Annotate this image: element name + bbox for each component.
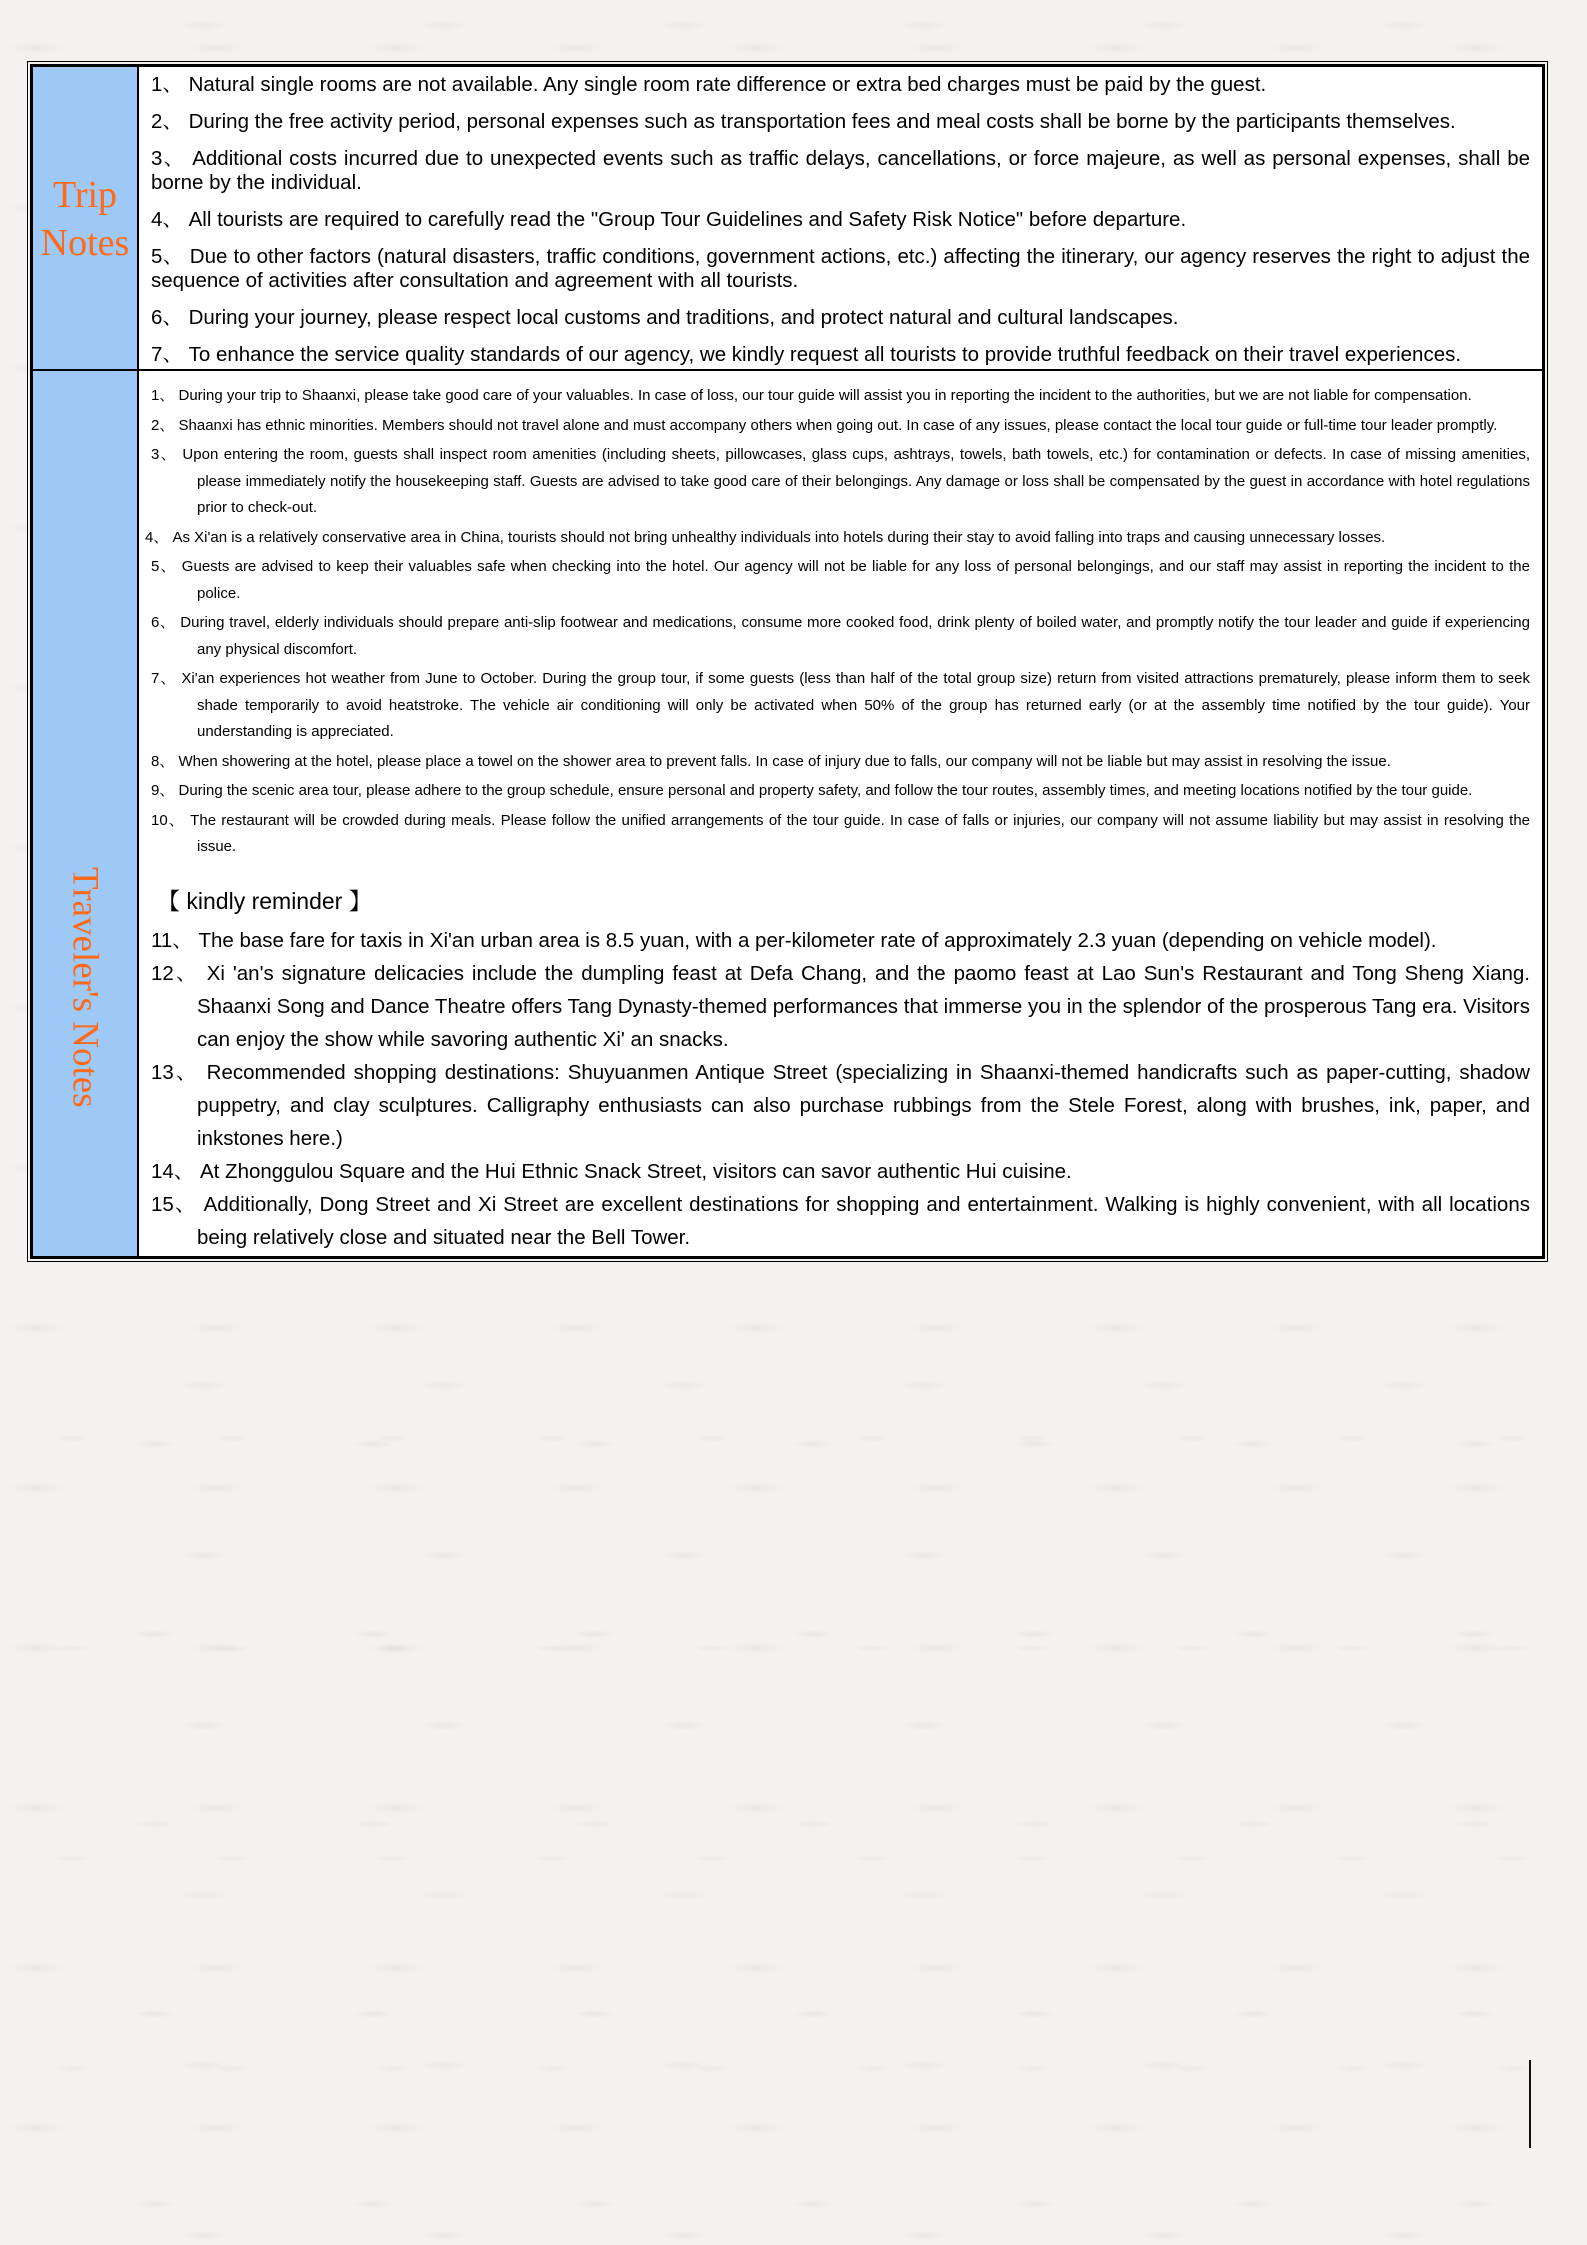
reminder-item: 11、 The base fare for taxis in Xi'an urban area is 8.5 yuan, with a per-kilometer rate of approximately 2.3 yuan (depending on vehicle model). bbox=[151, 928, 1437, 952]
trip-note-item: 7、 To enhance the service quality standards of our agency, we kindly request all tourists to provide truthful feedback on their travel experiences. bbox=[151, 343, 1462, 366]
trip-notes-label-line1: Trip bbox=[52, 174, 118, 216]
trip-notes-label-line2: Notes bbox=[40, 222, 130, 264]
trip-note-item: 5、 Due to other factors (natural disasters, traffic conditions, government actions, etc.) affecting the itinerary, our agency reserves the right to adjust the sequence of activities after consultation and agreement with all tourists. bbox=[151, 245, 1530, 292]
reminder-item: 15、 Additionally, Dong Street and Xi Street are excellent destinations for shopping and entertainment. Walking is highly convenient, with all locations being relatively close and situated near the Bell Tower. bbox=[151, 1192, 1530, 1249]
trip-note-item: 2、 During the free activity period, personal expenses such as transportation fees and meal costs shall be borne by the participants themselves. bbox=[151, 110, 1456, 133]
travelers-notes-list bbox=[145, 377, 1530, 861]
traveler-note-item: 1、 During your trip to Shaanxi, please take good care of your valuables. In case of loss, our tour guide will assist you in reporting the incident to the authorities, but we are not liable for compensation. bbox=[151, 387, 1472, 404]
travelers-notes-label bbox=[33, 371, 139, 1256]
trip-notes-label bbox=[33, 67, 139, 369]
reminder-item: 12、 Xi 'an's signature delicacies include the dumpling feast at Defa Chang, and the paomo feast at Lao Sun's Restaurant and Tong Sheng Xiang. Shaanxi Song and Dance Theatre offers Tang Dynasty-themed performances that immerse you in the splendor of the prosperous Tang era. Visitors can enjoy the show while savoring authentic Xi' an snacks. bbox=[151, 961, 1530, 1051]
trip-note-item: 6、 During your journey, please respect local customs and traditions, and protect natural and cultural landscapes. bbox=[151, 306, 1179, 329]
trip-notes-list bbox=[139, 67, 1542, 369]
trip-notes-section bbox=[33, 67, 1542, 371]
trip-note-item: 1、 Natural single rooms are not available. Any single room rate difference or extra bed charges must be paid by the guest. bbox=[151, 73, 1267, 96]
traveler-note-item: 7、 Xi'an experiences hot weather from June to October. During the group tour, if some guests (less than half of the total group size) return from visited attractions prematurely, please inform them to seek shade temporarily to avoid heatstroke. The vehicle air conditioning will only be activated when 50% of the group has returned early (or at the assembly time notified by the tour guide). Your understanding is appreciated. bbox=[151, 670, 1530, 740]
trip-note-item: 4、 All tourists are required to carefully read the "Group Tour Guidelines and Safety Risk Notice" before departure. bbox=[151, 208, 1187, 231]
notes-table bbox=[30, 64, 1545, 1259]
traveler-note-item: 10、 The restaurant will be crowded during meals. Please follow the unified arrangements of the tour guide. In case of falls or injuries, our company will not assume liability but may assist in resolving the issue. bbox=[151, 811, 1530, 855]
reminder-item: 14、 At Zhonggulou Square and the Hui Ethnic Snack Street, visitors can savor authentic Hui cuisine. bbox=[151, 1159, 1072, 1183]
traveler-note-item: 2、 Shaanxi has ethnic minorities. Members should not travel alone and must accompany others when going out. In case of any issues, please contact the local tour guide or full-time tour leader promptly. bbox=[151, 416, 1498, 434]
traveler-note-item: 3、 Upon entering the room, guests shall inspect room amenities (including sheets, pillowcases, glass cups, ashtrays, towels, bath towels, etc.) for contamination or defects. In case of missing amenities, please immediately notify the housekeeping staff. Guests are advised to take good care of their belongings. Any damage or loss shall be compensated by the guest in accordance with hotel regulations prior to check-out. bbox=[151, 446, 1530, 516]
traveler-note-item: 4、 As Xi'an is a relatively conservative area in China, tourists should not bring unhealthy individuals into hotels during their stay to avoid falling into traps and causing unnecessary losses. bbox=[145, 528, 1386, 546]
reminder-list bbox=[151, 924, 1530, 1254]
travelers-notes-section bbox=[33, 371, 1542, 1256]
travelers-notes-content bbox=[139, 371, 1542, 1256]
page-edge-mark bbox=[1529, 2060, 1531, 2148]
traveler-note-item: 8、 When showering at the hotel, please place a towel on the shower area to prevent falls. In case of injury due to falls, our company will not be liable but may assist in resolving the issue. bbox=[151, 752, 1391, 770]
travelers-notes-label-text: Traveler's Notes bbox=[64, 867, 106, 1108]
traveler-note-item: 5、 Guests are advised to keep their valuables safe when checking into the hotel. Our agency will not be liable for any loss of personal belongings, and our staff may assist in reporting the incident to the police. bbox=[151, 558, 1530, 602]
reminder-item: 13、 Recommended shopping destinations: Shuyuanmen Antique Street (specializing in Shaanxi-themed handicrafts such as paper-cutting, shadow puppetry, and clay sculptures. Calligraphy enthusiasts can also purchase rubbings from the Stele Forest, along with brushes, ink, paper, and inkstones here.) bbox=[151, 1060, 1530, 1150]
traveler-note-item: 6、 During travel, elderly individuals should prepare anti-slip footwear and medications, consume more cooked food, drink plenty of boiled water, and promptly notify the tour leader and guide if experiencing any physical discomfort. bbox=[151, 614, 1530, 658]
traveler-note-item: 9、 During the scenic area tour, please adhere to the group schedule, ensure personal and property safety, and follow the tour routes, assembly times, and meeting locations notified by the tour guide. bbox=[151, 782, 1473, 799]
trip-note-item: 3、 Additional costs incurred due to unexpected events such as traffic delays, cancellations, or force majeure, as well as personal expenses, shall be borne by the individual. bbox=[151, 147, 1530, 194]
kindly-reminder-heading: 【 kindly reminder 】 bbox=[157, 887, 372, 914]
